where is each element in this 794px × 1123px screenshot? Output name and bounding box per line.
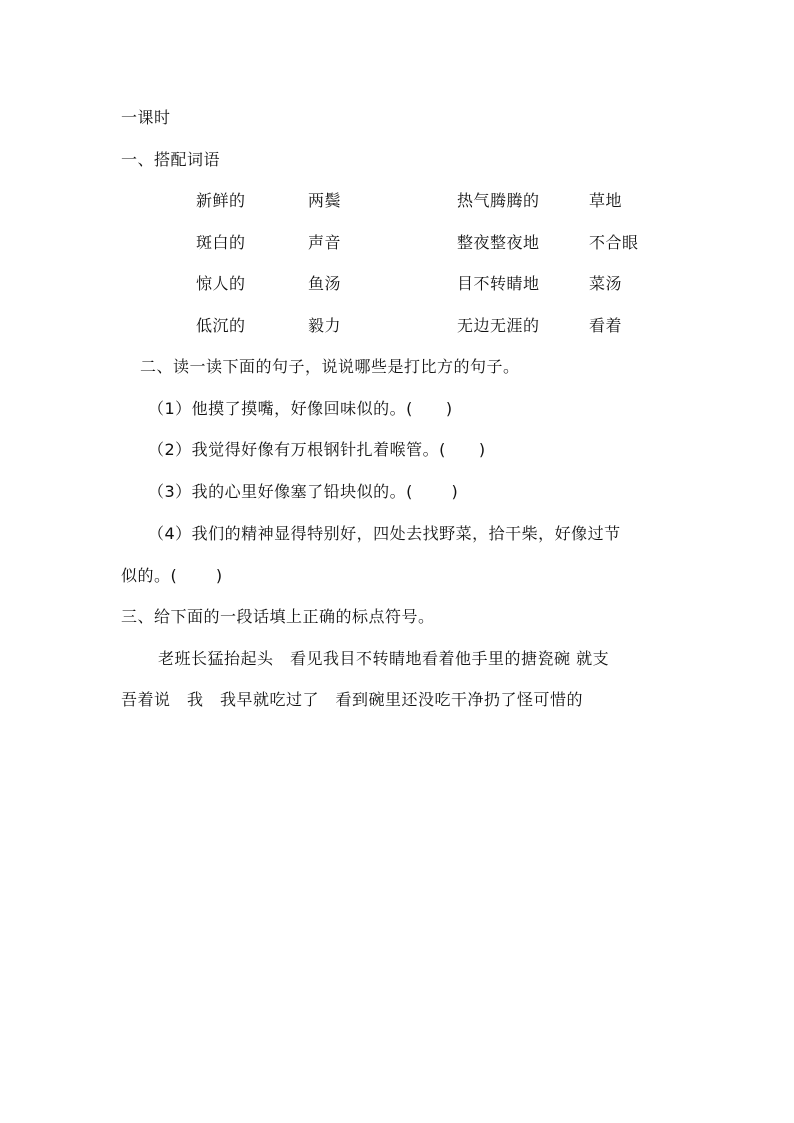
word-cell: 两鬓	[308, 191, 342, 210]
word-cell: 草地	[589, 191, 623, 210]
word-cell: 不合眼	[589, 233, 639, 252]
question-4-continuation: 似的。( )	[121, 566, 223, 585]
punctuation-paragraph-line-2: 吾着说 我 我早就吃过了 看到碗里还没吃干净扔了怪可惜的	[121, 690, 584, 709]
word-cell: 毅力	[308, 316, 342, 335]
section1-heading: 一、搭配词语	[121, 150, 221, 169]
word-cell: 看着	[589, 316, 623, 335]
word-cell: 无边无涯的	[457, 316, 540, 335]
lesson-title: 一课时	[121, 108, 171, 127]
word-cell: 鱼汤	[308, 274, 342, 293]
question-4: （4）我们的精神显得特别好，四处去找野菜，拾干柴，好像过节	[148, 524, 621, 543]
question-1: （1）他摸了摸嘴，好像回味似的。( )	[148, 399, 453, 418]
word-cell: 菜汤	[589, 274, 623, 293]
word-cell: 低沉的	[196, 316, 246, 335]
word-cell: 斑白的	[196, 233, 246, 252]
word-cell: 整夜整夜地	[457, 233, 540, 252]
word-cell: 声音	[308, 233, 342, 252]
word-cell: 目不转睛地	[457, 274, 540, 293]
section2-heading: 二、读一读下面的句子，说说哪些是打比方的句子。	[140, 357, 520, 376]
question-2: （2）我觉得好像有万根钢针扎着喉管。( )	[148, 440, 486, 459]
word-cell: 惊人的	[196, 274, 246, 293]
word-cell: 热气腾腾的	[457, 191, 540, 210]
question-3: （3）我的心里好像塞了铅块似的。( )	[148, 482, 459, 501]
word-cell: 新鲜的	[196, 191, 246, 210]
section3-heading: 三、给下面的一段话填上正确的标点符号。	[121, 607, 435, 626]
punctuation-paragraph-line-1: 老班长猛抬起头 看见我目不转睛地看着他手里的搪瓷碗 就支	[158, 649, 610, 668]
